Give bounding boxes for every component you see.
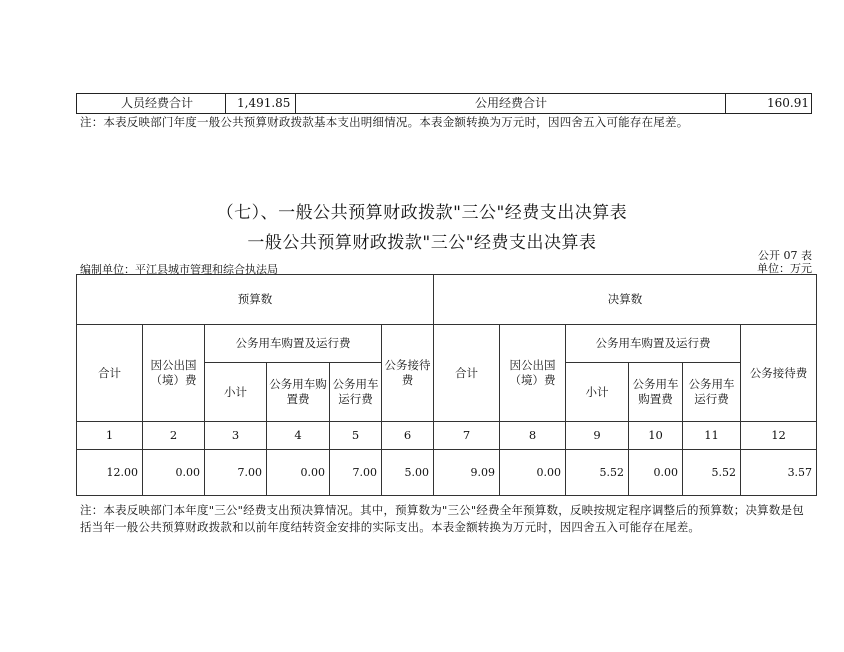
- value-cell: 7.00: [205, 450, 267, 496]
- index-cell: 6: [382, 422, 434, 450]
- final-vehicle-purchase-header: 公务用车购置费: [629, 363, 683, 422]
- budget-vehicle-purchase-header: 公务用车购置费: [267, 363, 330, 422]
- unit-label: 单位：万元: [757, 262, 812, 275]
- index-cell: 3: [205, 422, 267, 450]
- value-cell: 5.00: [382, 450, 434, 496]
- org-label: 编制单位：平江县城市管理和综合执法局: [80, 263, 278, 276]
- index-cell: 5: [330, 422, 382, 450]
- final-reception-header: 公务接待费: [741, 325, 817, 422]
- divider: [225, 94, 226, 113]
- table-title: 一般公共预算财政拨款"三公"经费支出决算表: [247, 233, 597, 253]
- section-title: （七）、一般公共预算财政拨款"三公"经费支出决算表: [216, 203, 628, 223]
- index-row: [77, 422, 817, 450]
- final-vehicle-header: 公务用车购置及运行费: [566, 325, 741, 363]
- final-subtotal-header: 小计: [566, 363, 629, 422]
- index-cell: 7: [434, 422, 500, 450]
- final-vehicle-run-header: 公务用车运行费: [683, 363, 741, 422]
- public-label: 公用经费合计: [475, 96, 548, 110]
- public-value: 160.91: [767, 96, 809, 110]
- note-line-2: 括当年一般公共预算财政拨款和以前年度结转资金安排的实际支出。本表金额转换为万元时，因四舍五入可能存在尾差。: [80, 520, 701, 534]
- index-cell: 12: [741, 422, 817, 450]
- personnel-value: 1,491.85: [237, 96, 291, 110]
- budget-vehicle-header: 公务用车购置及运行费: [205, 325, 382, 363]
- value-cell: 0.00: [629, 450, 683, 496]
- index-cell: 9: [566, 422, 629, 450]
- budget-header: 预算数: [77, 275, 434, 325]
- value-cell: 7.00: [330, 450, 382, 496]
- index-cell: 4: [267, 422, 330, 450]
- note-line-1: 注：本表反映部门本年度"三公"经费支出预决算情况。其中，预算数为"三公"经费全年预算数，反映按规定程序调整后的预算数；决算数是包: [80, 503, 804, 517]
- budget-subtotal-header: 小计: [205, 363, 267, 422]
- header-row-1: [77, 275, 817, 325]
- values-row: [77, 450, 817, 496]
- divider: [295, 94, 296, 113]
- value-cell: 0.00: [267, 450, 330, 496]
- index-cell: 2: [143, 422, 205, 450]
- value-cell: 5.52: [566, 450, 629, 496]
- value-cell: 9.09: [434, 450, 500, 496]
- budget-vehicle-run-header: 公务用车运行费: [330, 363, 382, 422]
- personnel-label: 人员经费合计: [121, 96, 194, 110]
- final-abroad-header: 因公出国（境）费: [500, 325, 566, 422]
- index-cell: 10: [629, 422, 683, 450]
- header-row-2: [77, 325, 817, 363]
- budget-total-header: 合计: [77, 325, 143, 422]
- value-cell: 0.00: [143, 450, 205, 496]
- final-total-header: 合计: [434, 325, 500, 422]
- three-public-expenses-table: [76, 274, 817, 496]
- final-header: 决算数: [434, 275, 817, 325]
- table-code: 公开 07 表: [758, 249, 812, 262]
- summary-row: [76, 93, 812, 114]
- divider: [725, 94, 726, 113]
- value-cell: 0.00: [500, 450, 566, 496]
- index-cell: 11: [683, 422, 741, 450]
- value-cell: 3.57: [741, 450, 817, 496]
- value-cell: 5.52: [683, 450, 741, 496]
- budget-abroad-header: 因公出国（境）费: [143, 325, 205, 422]
- note-basic-expenditure: 注：本表反映部门年度一般公共预算财政拨款基本支出明细情况。本表金额转换为万元时，因四舍五入可能存在尾差。: [80, 115, 689, 129]
- budget-reception-header: 公务接待费: [382, 325, 434, 422]
- value-cell: 12.00: [77, 450, 143, 496]
- index-cell: 8: [500, 422, 566, 450]
- index-cell: 1: [77, 422, 143, 450]
